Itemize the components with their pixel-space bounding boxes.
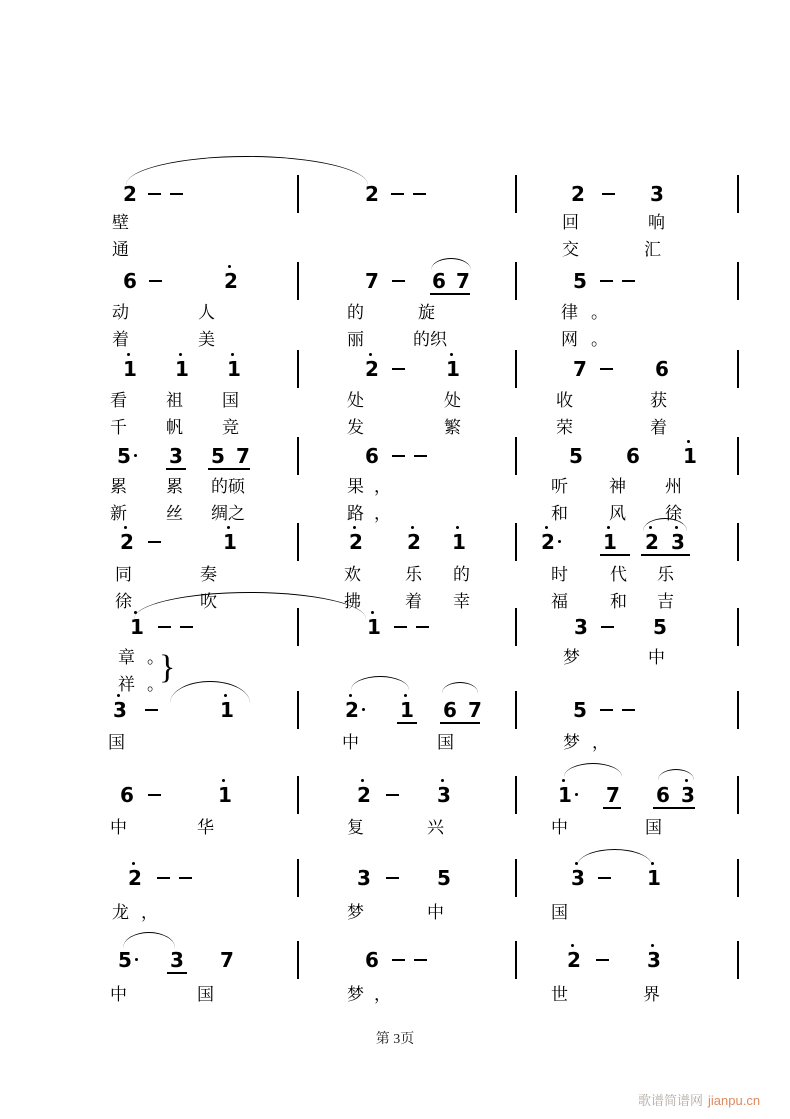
dash-mark [414, 455, 427, 457]
note-digit: 2 [224, 269, 238, 293]
octave-dot [231, 353, 234, 356]
lyric-text: 兴 [427, 818, 444, 837]
note-digit: 3 [650, 182, 664, 206]
dash-mark [170, 193, 183, 195]
note-digit: 1 [452, 530, 466, 554]
slur-tie [134, 592, 366, 619]
note-digit: 5 [653, 615, 667, 639]
note-digit: 2 [541, 530, 555, 554]
lyric-text: 中 [342, 733, 359, 752]
octave-dot [132, 862, 135, 865]
lyric-text: 国 [222, 391, 239, 410]
beam-underline [397, 722, 417, 724]
dash-mark [179, 877, 192, 879]
lyric-text: 。 [591, 303, 608, 322]
barline [297, 941, 299, 979]
dash-mark [601, 626, 614, 628]
octave-dot [651, 944, 654, 947]
note-digit: 1 [220, 698, 234, 722]
lyric-text: 千 [110, 418, 127, 437]
lyric-text: 时 [551, 565, 568, 584]
dash-mark [391, 193, 404, 195]
slur-tie [170, 681, 250, 703]
note-digit: 2 [357, 783, 371, 807]
lyric-text: 繁 [444, 418, 461, 437]
dash-mark [148, 794, 161, 796]
dash-mark [392, 455, 405, 457]
octave-dot [349, 694, 352, 697]
lyric-text: 看 [110, 391, 127, 410]
note-digit: 2 [567, 948, 581, 972]
lyric-text: 福 [551, 592, 568, 611]
note-digit: 7 [220, 948, 234, 972]
lyric-text: 汇 [644, 240, 661, 259]
lyric-text: 动 [112, 303, 129, 322]
beam-underline [641, 554, 690, 556]
lyric-text: 祥 [118, 675, 135, 694]
note-digit: 1 [603, 530, 617, 554]
lyric-text: 复 [347, 818, 364, 837]
lyric-text: 世 [551, 985, 568, 1004]
lyric-text: 帆 [166, 418, 183, 437]
lyric-text: 华 [197, 818, 214, 837]
note-digit: 2 [645, 530, 659, 554]
note-digit: 3 [647, 948, 661, 972]
dash-mark [148, 193, 161, 195]
beam-underline [440, 722, 480, 724]
lyric-text: 界 [643, 985, 660, 1004]
barline [515, 262, 517, 300]
lyric-text: 乐 [657, 565, 674, 584]
lyric-text: 幸 [453, 592, 470, 611]
dash-mark [622, 280, 635, 282]
lyric-text: 。 [147, 675, 164, 694]
barline [737, 175, 739, 213]
lyric-text: 吉 [657, 592, 674, 611]
octave-dot [124, 526, 127, 529]
lyric-text: 国 [197, 985, 214, 1004]
lyric-text: 的 [453, 565, 470, 584]
dash-mark [148, 541, 161, 543]
lyric-text: 徐 [665, 504, 682, 523]
lyric-text: 处 [444, 391, 461, 410]
barline [297, 262, 299, 300]
lyric-text: 发 [347, 418, 364, 437]
lyric-text: 的硕 [211, 477, 245, 496]
lyric-text: 响 [648, 213, 665, 232]
lyric-text: 欢 [344, 565, 361, 584]
lyric-text: 梦 [563, 648, 580, 667]
barline [737, 691, 739, 729]
lyric-text: 神 [609, 477, 626, 496]
lyric-text: 州 [665, 477, 682, 496]
lyric-text: 乐 [405, 565, 422, 584]
lyric-text: 国 [551, 903, 568, 922]
octave-dot [179, 353, 182, 356]
lyric-text: 拂 [344, 592, 361, 611]
note-digit: 1 [175, 357, 189, 381]
dash-mark [392, 280, 405, 282]
note-digit: 1 [367, 615, 381, 639]
lyric-text: 壁 [112, 213, 129, 232]
octave-dot [369, 353, 372, 356]
note-digit: 2 [128, 866, 142, 890]
note-digit: 2 [571, 182, 585, 206]
lyric-text: 同 [115, 565, 132, 584]
beam-underline [167, 972, 187, 974]
augmentation-dot [362, 708, 365, 711]
lyric-text: 着 [650, 418, 667, 437]
lyric-text: 获 [650, 391, 667, 410]
note-digit: 3 [169, 444, 183, 468]
lyric-text: 路 [347, 504, 364, 523]
lyric-text: ， [374, 477, 391, 496]
lyric-text: 交 [562, 240, 579, 259]
note-digit: 3 [574, 615, 588, 639]
dash-mark [596, 959, 609, 961]
barline [737, 523, 739, 561]
lyric-text: ， [141, 903, 158, 922]
augmentation-dot [134, 454, 137, 457]
barline [515, 691, 517, 729]
lyric-text: 中 [648, 648, 665, 667]
barline [515, 608, 517, 646]
lyric-text: 美 [198, 330, 215, 349]
beam-underline [430, 293, 470, 295]
barline [515, 350, 517, 388]
barline [515, 175, 517, 213]
note-digit: 5 [117, 444, 131, 468]
lyric-text: 丝 [166, 504, 183, 523]
dash-mark [414, 959, 427, 961]
note-digit: 2 [365, 357, 379, 381]
octave-dot [353, 526, 356, 529]
lyric-text: 荣 [556, 418, 573, 437]
note-digit: 6 [365, 948, 379, 972]
note-digit: 1 [558, 783, 572, 807]
note-digit: 3 [170, 948, 184, 972]
barline [737, 262, 739, 300]
barline [737, 859, 739, 897]
note-digit: 1 [647, 866, 661, 890]
slur-tie [577, 849, 652, 866]
lyric-text: 的 [347, 303, 364, 322]
note-digit: 3 [357, 866, 371, 890]
dash-mark [622, 709, 635, 711]
lyric-text: 徐 [115, 592, 132, 611]
lyric-text: 吹 [200, 592, 217, 611]
octave-dot [456, 526, 459, 529]
octave-dot [227, 526, 230, 529]
slur-tie [351, 676, 409, 690]
note-digit: 5 [211, 444, 225, 468]
octave-dot [545, 526, 548, 529]
note-digit: 6 [365, 444, 379, 468]
note-digit: 7 [456, 269, 470, 293]
lyric-text: 国 [645, 818, 662, 837]
note-digit: 5 [569, 444, 583, 468]
beam-underline [653, 807, 695, 809]
slur-tie [658, 769, 694, 780]
octave-dot [404, 694, 407, 697]
octave-dot [441, 779, 444, 782]
slur-tie [564, 763, 622, 777]
lyric-text: 着 [112, 330, 129, 349]
lyric-text: 中 [427, 903, 444, 922]
lyric-text: 中 [110, 818, 127, 837]
lyric-text: 和 [551, 504, 568, 523]
lyric-text: 收 [556, 391, 573, 410]
lyric-text: 和 [610, 592, 627, 611]
augmentation-dot [575, 793, 578, 796]
note-digit: 3 [113, 698, 127, 722]
note-digit: 1 [683, 444, 697, 468]
note-digit: 6 [656, 783, 670, 807]
note-digit: 1 [446, 357, 460, 381]
note-digit: 7 [468, 698, 482, 722]
dash-mark [598, 877, 611, 879]
note-digit: 6 [120, 783, 134, 807]
barline [737, 776, 739, 814]
note-digit: 2 [120, 530, 134, 554]
beam-underline [208, 468, 250, 470]
note-digit: 5 [573, 698, 587, 722]
note-digit: 5 [437, 866, 451, 890]
lyric-text: 丽 [347, 330, 364, 349]
lyric-text: 的织 [413, 330, 447, 349]
note-digit: 1 [223, 530, 237, 554]
note-digit: 6 [432, 269, 446, 293]
octave-dot [371, 611, 374, 614]
barline [297, 523, 299, 561]
lyric-text: 着 [405, 592, 422, 611]
dash-mark [392, 959, 405, 961]
page-number: 第 3页 [375, 1032, 415, 1047]
watermark [638, 1090, 760, 1109]
barline [737, 437, 739, 475]
dash-mark [180, 626, 193, 628]
octave-dot [117, 694, 120, 697]
note-digit: 2 [349, 530, 363, 554]
lyric-text: 累 [166, 477, 183, 496]
lyric-text: 网 [561, 330, 578, 349]
lyric-text: ， [374, 985, 391, 1004]
slur-tie [442, 682, 478, 693]
note-digit: 6 [626, 444, 640, 468]
barline [515, 437, 517, 475]
beam-underline [600, 554, 630, 556]
lyric-text: 国 [108, 733, 125, 752]
beam-underline [603, 807, 621, 809]
barline [737, 941, 739, 979]
dash-mark [600, 368, 613, 370]
note-digit: 3 [681, 783, 695, 807]
lyric-text: 中 [110, 985, 127, 1004]
lyric-text: 。 [591, 330, 608, 349]
watermark-site-url: jianpu.cn [708, 1093, 761, 1108]
octave-dot [607, 526, 610, 529]
lyric-text: 果 [347, 477, 364, 496]
lyric-text: 通 [112, 240, 129, 259]
barline [515, 776, 517, 814]
lyric-text: 中 [551, 818, 568, 837]
lyric-text: 听 [551, 477, 568, 496]
octave-dot [361, 779, 364, 782]
lyric-text: 梦 [563, 733, 580, 752]
barline [297, 691, 299, 729]
dash-mark [149, 280, 162, 282]
augmentation-dot [135, 958, 138, 961]
slur-tie [126, 156, 368, 185]
slur-tie [431, 258, 471, 270]
lyric-text: 累 [110, 477, 127, 496]
lyric-text: 梦 [347, 985, 364, 1004]
note-digit: 6 [123, 269, 137, 293]
barline [515, 859, 517, 897]
note-digit: 1 [123, 357, 137, 381]
barline [297, 350, 299, 388]
verse-brace: } [159, 649, 176, 686]
lyric-text: 律 [561, 303, 578, 322]
lyric-text: 回 [562, 213, 579, 232]
lyric-text: ， [374, 504, 391, 523]
octave-dot [224, 694, 227, 697]
barline [297, 776, 299, 814]
barline [297, 437, 299, 475]
note-digit: 3 [671, 530, 685, 554]
lyric-text: 。 [147, 648, 164, 667]
dash-mark [386, 794, 399, 796]
lyric-text: 绸之 [211, 504, 245, 523]
lyric-text: 旋 [418, 303, 435, 322]
note-digit: 1 [400, 698, 414, 722]
lyric-text: 祖 [166, 391, 183, 410]
lyric-text: 梦 [347, 903, 364, 922]
note-digit: 5 [118, 948, 132, 972]
lyric-text: 国 [437, 733, 454, 752]
dash-mark [394, 626, 407, 628]
dash-mark [602, 193, 615, 195]
beam-underline [166, 468, 186, 470]
lyric-text: 章 [118, 648, 135, 667]
octave-dot [222, 779, 225, 782]
lyric-text: 龙 [112, 903, 129, 922]
dash-mark [413, 193, 426, 195]
note-digit: 7 [573, 357, 587, 381]
note-digit: 1 [227, 357, 241, 381]
note-digit: 2 [345, 698, 359, 722]
octave-dot [228, 265, 231, 268]
note-digit: 7 [236, 444, 250, 468]
lyric-text: 人 [198, 303, 215, 322]
dash-mark [145, 709, 158, 711]
octave-dot [687, 440, 690, 443]
octave-dot [571, 944, 574, 947]
lyric-text: 风 [609, 504, 626, 523]
dash-mark [158, 626, 171, 628]
slur-tie [123, 932, 175, 948]
barline [515, 941, 517, 979]
lyric-text: 竞 [222, 418, 239, 437]
note-digit: 2 [365, 182, 379, 206]
octave-dot [562, 779, 565, 782]
lyric-text: ， [592, 733, 609, 752]
note-digit: 6 [655, 357, 669, 381]
dash-mark [157, 877, 170, 879]
note-digit: 6 [443, 698, 457, 722]
barline [515, 523, 517, 561]
note-digit: 5 [573, 269, 587, 293]
note-digit: 3 [571, 866, 585, 890]
octave-dot [127, 353, 130, 356]
octave-dot [450, 353, 453, 356]
note-digit: 7 [365, 269, 379, 293]
augmentation-dot [558, 540, 561, 543]
octave-dot [411, 526, 414, 529]
lyric-text: 新 [110, 504, 127, 523]
lyric-text: 奏 [200, 565, 217, 584]
note-digit: 7 [606, 783, 620, 807]
note-digit: 1 [218, 783, 232, 807]
dash-mark [386, 877, 399, 879]
barline [737, 608, 739, 646]
note-digit: 3 [437, 783, 451, 807]
note-digit: 2 [123, 182, 137, 206]
dash-mark [600, 709, 613, 711]
dash-mark [600, 280, 613, 282]
watermark-site-name: 歌谱简谱网 [638, 1093, 704, 1108]
note-digit: 1 [130, 615, 144, 639]
dash-mark [392, 368, 405, 370]
barline [737, 350, 739, 388]
barline [297, 859, 299, 897]
lyric-text: 处 [347, 391, 364, 410]
note-digit: 2 [407, 530, 421, 554]
lyric-text: 代 [610, 565, 627, 584]
dash-mark [416, 626, 429, 628]
